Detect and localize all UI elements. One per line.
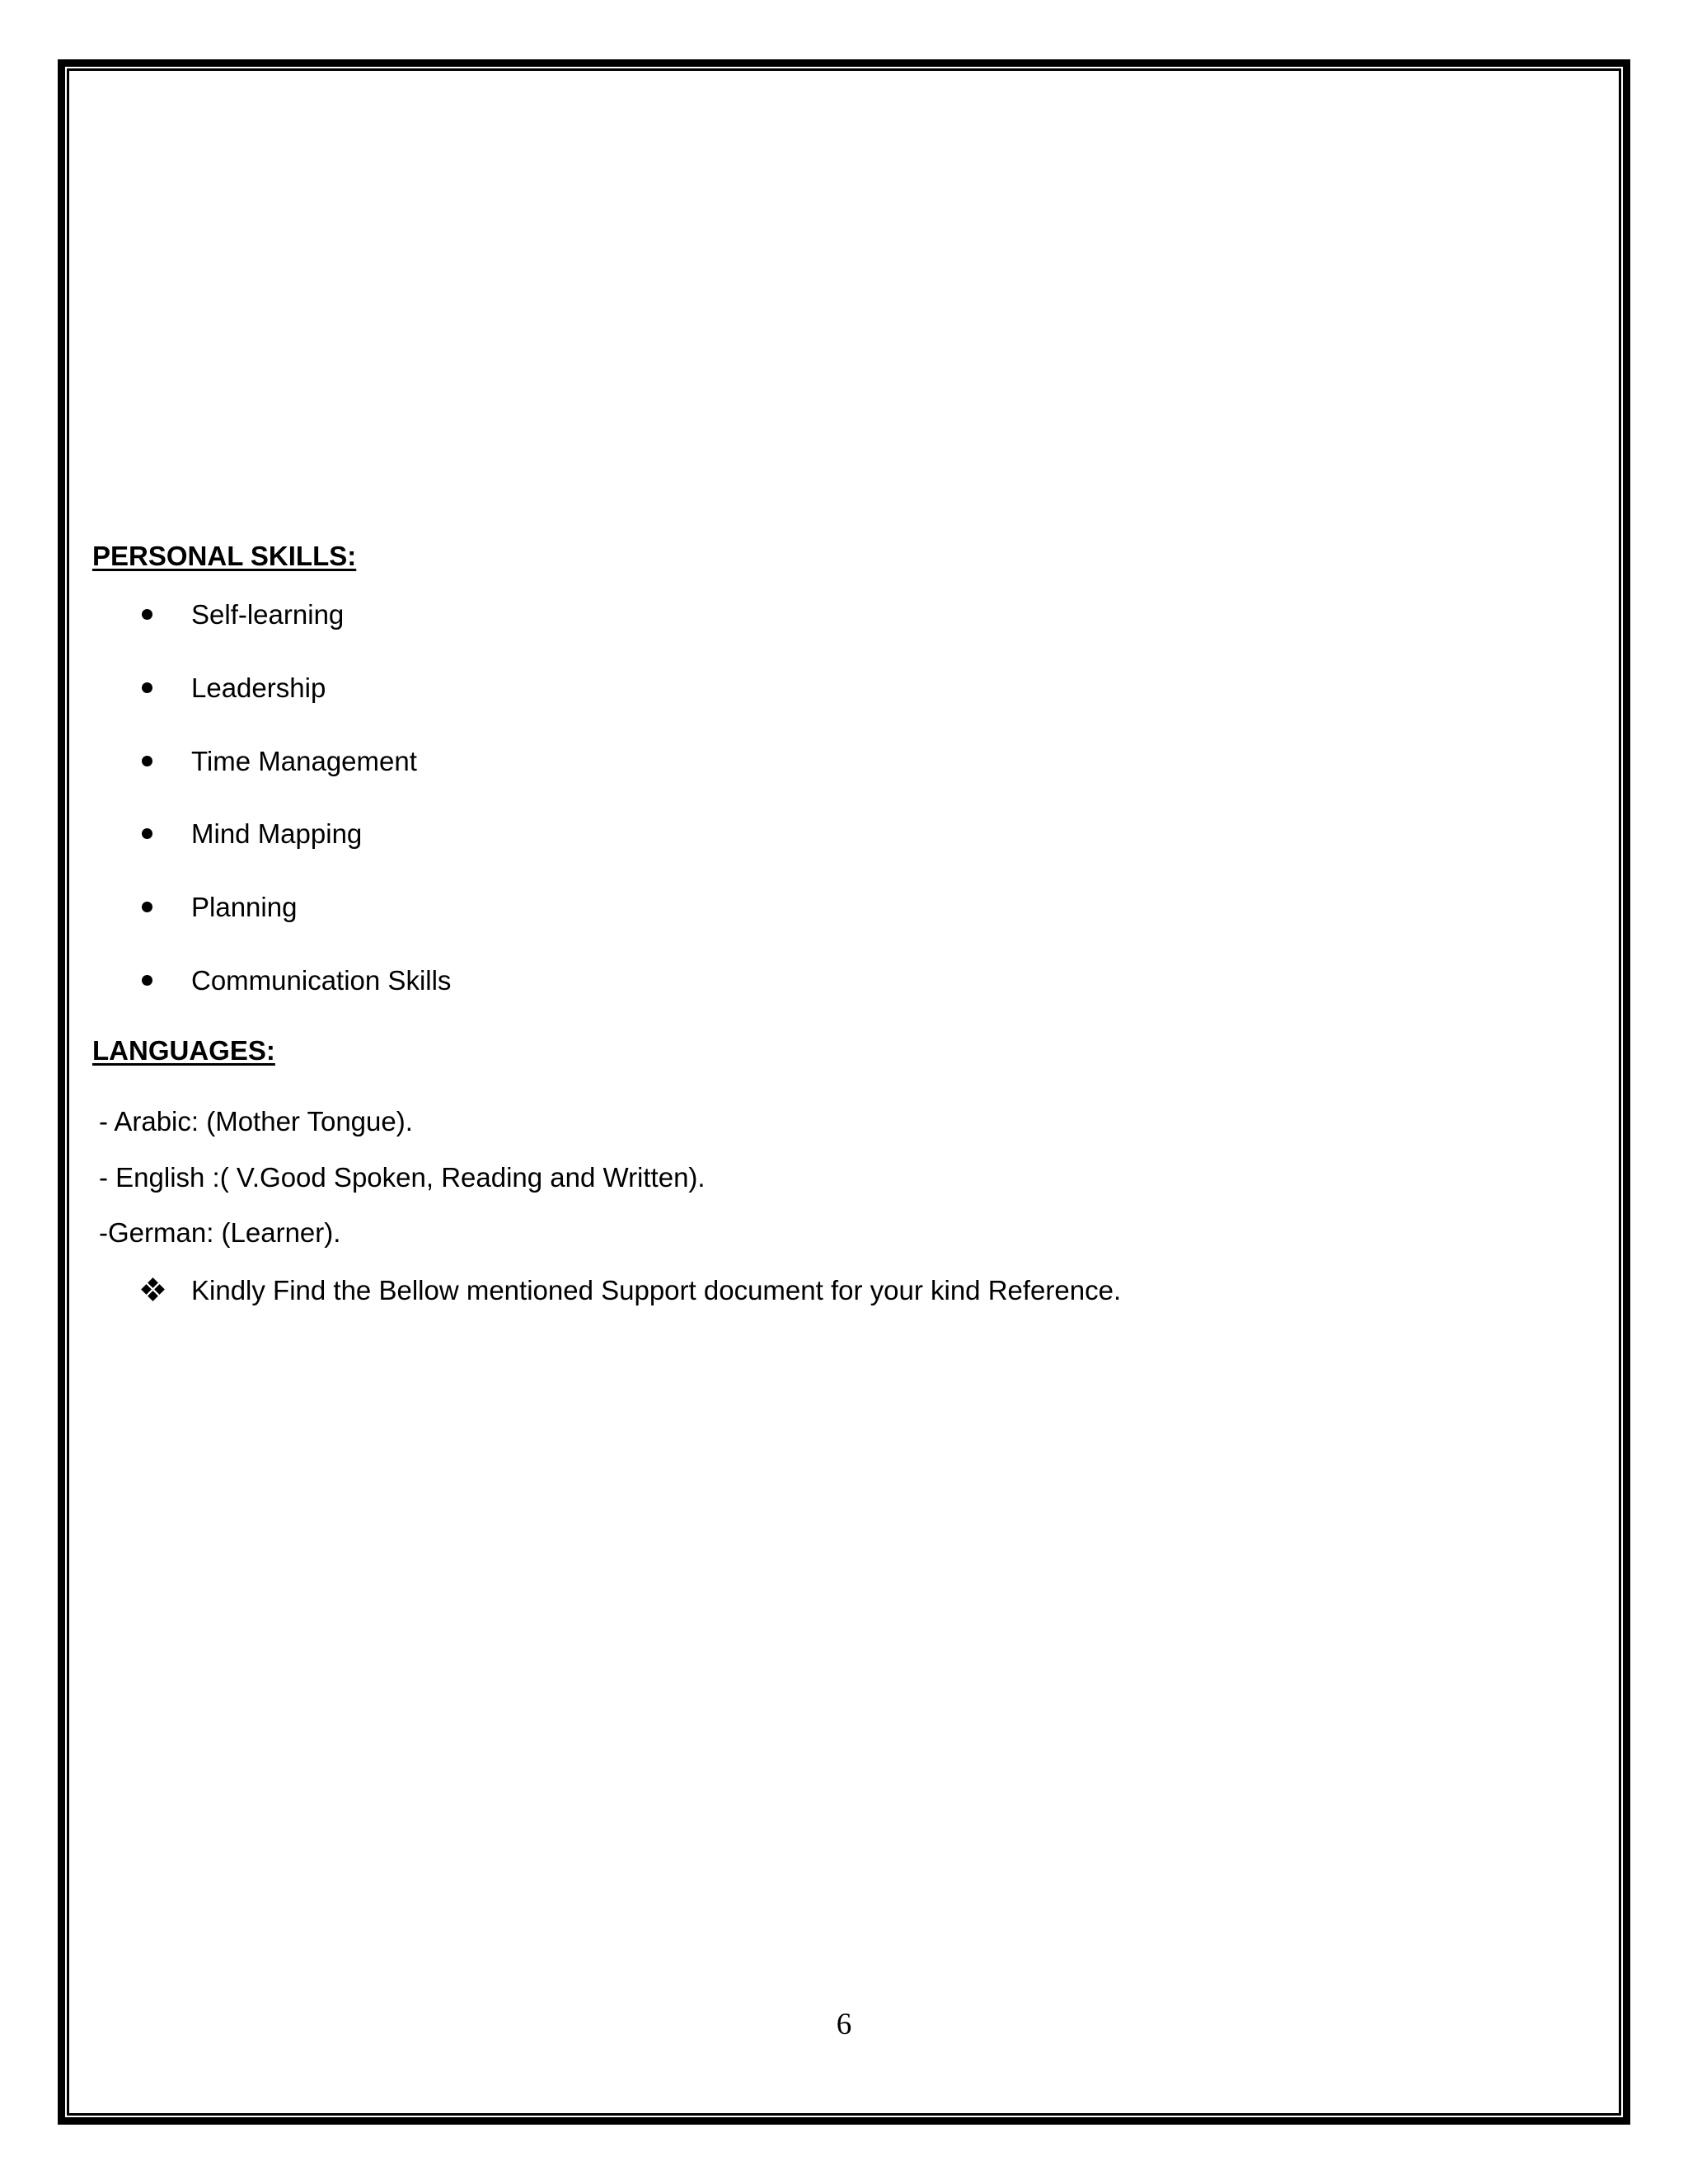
- bullet-icon: [142, 828, 152, 839]
- four-diamond-icon: [142, 1278, 165, 1301]
- list-item: [142, 598, 345, 630]
- skill-label: Communication Skills: [191, 964, 452, 996]
- list-item: [142, 890, 298, 923]
- list-item: [142, 671, 326, 704]
- languages-heading: LANGUAGES:: [92, 1035, 275, 1066]
- bullet-icon: [142, 975, 152, 986]
- bullet-icon: [142, 682, 152, 693]
- page-number: 6: [836, 2008, 852, 2041]
- support-note: [142, 1273, 1122, 1306]
- personal-skills-heading: PERSONAL SKILLS:: [92, 541, 357, 571]
- language-line-english: - English :( V.Good Spoken, Reading and Written).: [99, 1162, 706, 1193]
- list-item: [142, 744, 417, 777]
- skill-label: Time Management: [191, 745, 417, 776]
- support-note-text: Kindly Find the Bellow mentioned Support document for your kind Reference.: [191, 1274, 1122, 1305]
- skill-label: Self-learning: [191, 598, 345, 630]
- skill-label: Leadership: [191, 672, 326, 703]
- list-item: [142, 963, 452, 996]
- bullet-icon: [142, 756, 152, 766]
- skill-label: Mind Mapping: [191, 818, 363, 849]
- bullet-icon: [142, 609, 152, 620]
- skill-label: Planning: [191, 891, 298, 922]
- bullet-icon: [142, 902, 152, 912]
- language-line-arabic: - Arabic: (Mother Tongue).: [99, 1106, 413, 1137]
- page-border-inner: [67, 68, 1621, 2116]
- language-line-german: -German: (Learner).: [99, 1217, 341, 1248]
- list-item: [142, 817, 363, 850]
